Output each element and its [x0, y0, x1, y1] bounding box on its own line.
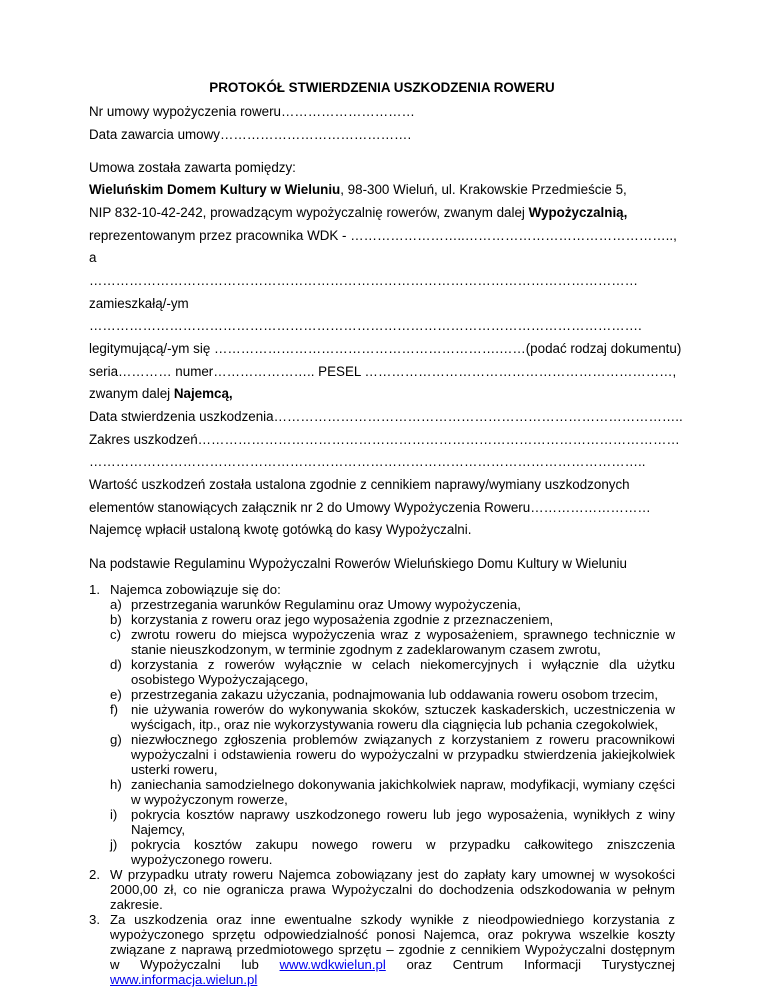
sub-text: nie używania rowerów do wykonywania skoków, sztuczek kaskaderskich, uczestniczenia w wyścigach, itp., oraz nie wykorzystywania roweru dla ciągnięcia lub pchania czegokolwiek,	[131, 702, 675, 732]
sub-letter: b)	[110, 612, 122, 627]
document-title: PROTOKÓŁ STWIERDZENIA USZKODZENIA ROWERU	[209, 80, 555, 95]
contract-number-line: Nr umowy wypożyczenia roweru…………………………	[89, 104, 415, 119]
wdk-name: Wieluńskim Domem Kultury w Wieluniu	[89, 182, 341, 197]
sub-letter: e)	[110, 687, 122, 702]
sub-list	[110, 597, 675, 867]
tourist-info-link[interactable]: www.informacja.wielun.pl	[110, 972, 258, 987]
series-pesel-line: seria………… numer………………….. PESEL ……………………………………………………………,	[89, 364, 677, 379]
item-text: Najemca zobowiązuje się do:	[110, 582, 281, 597]
sub-item	[110, 807, 675, 837]
sub-text: pokrycia kosztów naprawy uszkodzonego roweru lub jego wyposażenia, wynikłych z winy Najemcy,	[131, 807, 675, 837]
sub-item	[110, 837, 675, 867]
parties-intro: Umowa została zawarta pomiędzy:	[89, 160, 296, 175]
sub-text: przestrzegania zakazu użyczania, podnajmowania lub oddawania roweru osobom trzecim,	[131, 687, 659, 702]
sub-text: zaniechania samodzielnego dokonywania jakichkolwiek napraw, modyfikacji, wymiany części w wypożyczonym rowerze,	[131, 777, 675, 807]
regulation-basis: Na podstawie Regulaminu Wypożyczalni Rowerów Wieluńskiego Domu Kultury w Wieluniu	[89, 556, 627, 571]
item-text: Za uszkodzenia oraz inne ewentualne szkody wynikłe z nieodpowiedniego korzystania z wypożyczonego sprzętu odpowiedzialność ponosi Najemca, oraz pokrywa wszelkie koszty związane z naprawą przedmiotowego sprzętu – zgodnie z cennikiem Wypożyczalni dostępnym w Wypożyczalni lub	[110, 912, 675, 972]
tenant-prefix: zwanym dalej	[89, 386, 174, 401]
representative-line: reprezentowanym przez pracownika WDK - ……………………..………………………………………..,	[89, 228, 677, 243]
and-line: a	[89, 250, 97, 265]
sub-text: pokrycia kosztów zakupu nowego roweru w przypadku całkowitego zniszczenia wypożyczonego roweru.	[131, 837, 675, 867]
list-item	[89, 912, 675, 987]
payment-line: Najemcę wpłacił ustaloną kwotę gotówką do kasy Wypożyczalni.	[89, 522, 472, 537]
sub-text: zwrotu roweru do miejsca wypożyczenia wraz z wyposażeniem, sprawnego technicznie w stanie nieuszkodzonym, w terminie zgodnym z zadeklarowanym czasem zwrotu,	[131, 627, 675, 657]
nip-text: NIP 832-10-42-242, prowadzącym wypożyczalnię rowerów, zwanym dalej	[89, 205, 529, 220]
name-dots-line: ……………………………………………………………………………………………………………	[89, 273, 639, 288]
sub-item	[110, 777, 675, 807]
sub-letter: d)	[110, 657, 122, 672]
item-text: W przypadku utraty roweru Najemca zobowiązany jest do zapłaty kary umownej w wysokości 2000,00 zł, co nie ogranicza prawa Wypożyczalni do dochodzenia odszkodowania w pełnym zakresie.	[110, 867, 675, 912]
residence-dots-line: …………………………………………………………………………………………………………….	[89, 318, 642, 333]
tenant-label: Najemcą,	[173, 386, 233, 401]
damage-scope-dots: ……………………………………………………………………………………………………………..	[89, 454, 646, 469]
wdk-address: , 98-300 Wieluń, ul. Krakowskie Przedmieście 5,	[340, 182, 627, 197]
sub-item	[110, 657, 675, 687]
sub-item	[110, 597, 675, 612]
wdk-website-link[interactable]: www.wdkwielun.pl	[279, 957, 386, 972]
sub-item	[110, 627, 675, 657]
sub-item	[110, 702, 675, 732]
sub-letter: j)	[110, 837, 118, 852]
sub-letter: a)	[110, 597, 122, 612]
wdk-line	[89, 182, 627, 198]
sub-text: korzystania z roweru oraz jego wyposażenia zgodnie z przeznaczeniem,	[131, 612, 554, 627]
wypozyczalnia-label: Wypożyczalnią,	[528, 205, 628, 220]
sub-item	[110, 732, 675, 777]
sub-letter: h)	[110, 777, 122, 792]
item-number: 1.	[89, 582, 100, 597]
contract-date-line: Data zawarcia umowy…………………………………….	[89, 127, 412, 142]
item-number: 3.	[89, 912, 100, 927]
value-line-1: Wartość uszkodzeń została ustalona zgodnie z cennikiem naprawy/wymiany uszkodzonych	[89, 477, 630, 492]
list-item	[89, 582, 675, 867]
sub-item	[110, 612, 675, 627]
damage-date-line: Data stwierdzenia uszkodzenia………………………………………………………………………………..	[89, 409, 683, 424]
sub-letter: i)	[110, 807, 118, 822]
sub-item	[110, 687, 675, 702]
nip-line	[89, 205, 627, 221]
residence-label: zamieszkałą/-ym	[89, 296, 189, 311]
sub-text: przestrzegania warunków Regulaminu oraz Umowy wypożyczenia,	[131, 597, 521, 612]
id-document-line: legitymującą/-ym się ……………………………………………………….……(podać rodzaj dokumentu)	[89, 341, 682, 356]
sub-letter: c)	[110, 627, 121, 642]
tenant-line	[89, 386, 233, 402]
sub-text: korzystania z rowerów wyłącznie w celach niekomercyjnych i wyłącznie dla użytku osobistego Wypożyczającego,	[131, 657, 675, 687]
sub-text: niezwłocznego zgłoszenia problemów związanych z korzystaniem z roweru pracownikowi wypożyczalni i odstawienia roweru do wypożyczalni w przypadku stwierdzenia jakiejkolwiek usterki roweru,	[131, 732, 675, 777]
item-number: 2.	[89, 867, 100, 882]
sub-letter: f)	[110, 702, 119, 717]
sub-letter: g)	[110, 732, 122, 747]
obligations-list	[89, 582, 675, 987]
damage-scope-line: Zakres uszkodzeń………………………………………………………………………………………………	[89, 432, 680, 447]
value-line-2: elementów stanowiących załącznik nr 2 do Umowy Wypożyczenia Roweru………………………	[89, 500, 651, 515]
list-item	[89, 867, 675, 912]
item-text-mid: oraz Centrum Informacji Turystycznej	[406, 957, 675, 972]
